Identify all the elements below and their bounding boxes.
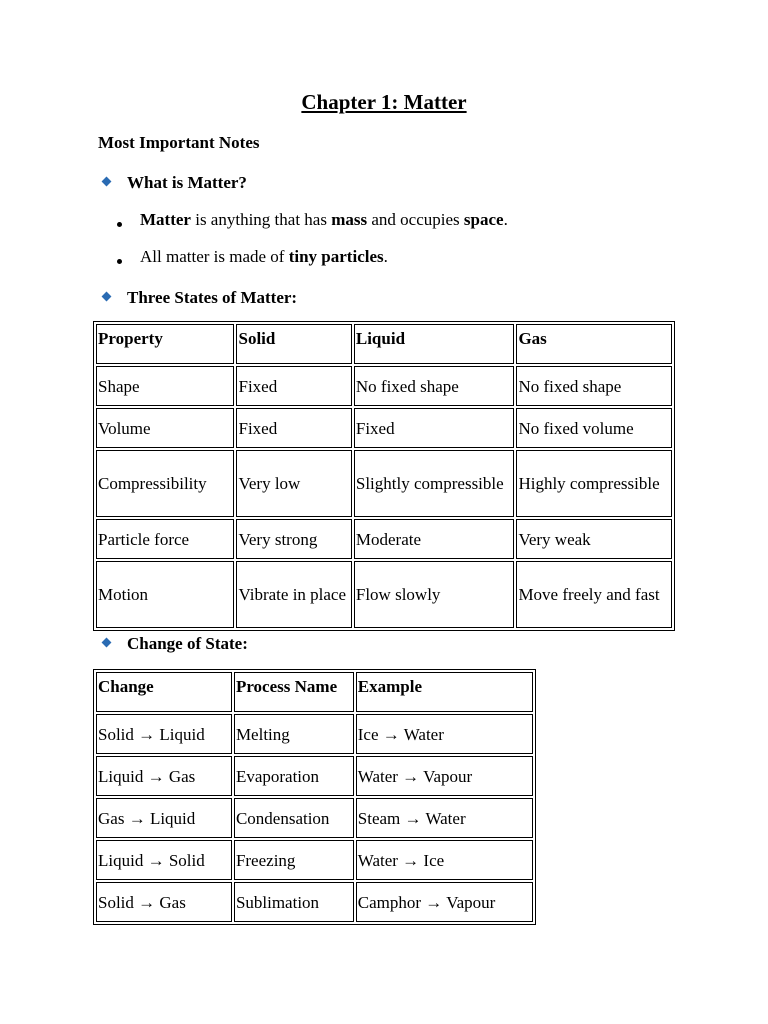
table-cell: Slightly compressible bbox=[354, 450, 515, 517]
bullet-matter-definition bbox=[140, 208, 508, 232]
table-cell: Highly compressible bbox=[516, 450, 672, 517]
header-cell: Change bbox=[96, 672, 232, 712]
table-cell: No fixed volume bbox=[516, 408, 672, 448]
table-cell: Very strong bbox=[236, 519, 351, 559]
table-row bbox=[96, 798, 533, 838]
table-cell: Very weak bbox=[516, 519, 672, 559]
table-cell: Solid → Liquid bbox=[96, 714, 232, 754]
table-cell: Water → Ice bbox=[356, 840, 533, 880]
table-cell: Motion bbox=[96, 561, 234, 628]
table-cell: Camphor → Vapour bbox=[356, 882, 533, 922]
table-cell: No fixed shape bbox=[516, 366, 672, 406]
bullet-bold-text: mass bbox=[331, 210, 368, 229]
table-cell: Solid → Gas bbox=[96, 882, 232, 922]
page-title: Chapter 1: Matter bbox=[301, 90, 467, 114]
round-bullet-icon bbox=[117, 259, 122, 264]
section-heading-what-is-matter: What is Matter? bbox=[127, 173, 247, 192]
table-cell: Melting bbox=[234, 714, 354, 754]
diamond-bullet-icon bbox=[102, 177, 112, 187]
table-cell: Vibrate in place bbox=[236, 561, 351, 628]
table-row bbox=[96, 519, 672, 559]
bullet-bold-text: space bbox=[463, 210, 504, 229]
table-cell: Moderate bbox=[354, 519, 515, 559]
table-cell: Fixed bbox=[354, 408, 515, 448]
states-of-matter-table bbox=[93, 321, 675, 631]
header-cell: Example bbox=[356, 672, 533, 712]
round-bullet-icon bbox=[117, 222, 122, 227]
bullet-bold-text: Matter bbox=[140, 210, 191, 229]
table-cell: Very low bbox=[236, 450, 351, 517]
header-cell: Gas bbox=[516, 324, 672, 364]
table-cell: Fixed bbox=[236, 366, 351, 406]
table-cell: Steam → Water bbox=[356, 798, 533, 838]
header-cell: Process Name bbox=[234, 672, 354, 712]
table-cell: Liquid → Solid bbox=[96, 840, 232, 880]
header-cell: Property bbox=[96, 324, 234, 364]
bullet-text: is anything that has bbox=[190, 210, 332, 229]
table-header-row bbox=[96, 672, 533, 712]
table-cell: Flow slowly bbox=[354, 561, 515, 628]
table-row bbox=[96, 840, 533, 880]
table-cell: Condensation bbox=[234, 798, 354, 838]
table-row bbox=[96, 714, 533, 754]
table-row bbox=[96, 450, 672, 517]
table-cell: Move freely and fast bbox=[516, 561, 672, 628]
table-cell: Compressibility bbox=[96, 450, 234, 517]
diamond-bullet-icon bbox=[102, 292, 112, 302]
header-cell: Liquid bbox=[354, 324, 515, 364]
page-subtitle: Most Important Notes bbox=[98, 133, 260, 152]
header-cell: Solid bbox=[236, 324, 351, 364]
table-cell: Sublimation bbox=[234, 882, 354, 922]
bullet-text: and occupies bbox=[367, 210, 464, 229]
table-cell: Fixed bbox=[236, 408, 351, 448]
table-cell: Freezing bbox=[234, 840, 354, 880]
bullet-bold-text: tiny particles bbox=[288, 247, 384, 266]
bullet-text: All matter is made of bbox=[140, 247, 289, 266]
table-row bbox=[96, 882, 533, 922]
table-cell: Volume bbox=[96, 408, 234, 448]
table-cell: No fixed shape bbox=[354, 366, 515, 406]
table-cell: Shape bbox=[96, 366, 234, 406]
table-cell: Ice → Water bbox=[356, 714, 533, 754]
table-row bbox=[96, 756, 533, 796]
table-row bbox=[96, 408, 672, 448]
table-row bbox=[96, 366, 672, 406]
bullet-particles bbox=[140, 245, 388, 269]
table-cell: Particle force bbox=[96, 519, 234, 559]
table-cell: Water → Vapour bbox=[356, 756, 533, 796]
table-cell: Gas → Liquid bbox=[96, 798, 232, 838]
table-row bbox=[96, 561, 672, 628]
table-cell: Evaporation bbox=[234, 756, 354, 796]
bullet-text: . bbox=[383, 247, 388, 266]
section-heading-change-of-state: Change of State: bbox=[127, 634, 248, 653]
table-header-row bbox=[96, 324, 672, 364]
bullet-text: . bbox=[503, 210, 508, 229]
table-cell: Liquid → Gas bbox=[96, 756, 232, 796]
diamond-bullet-icon bbox=[102, 638, 112, 648]
section-heading-three-states: Three States of Matter: bbox=[127, 288, 298, 307]
change-of-state-table bbox=[93, 669, 536, 925]
